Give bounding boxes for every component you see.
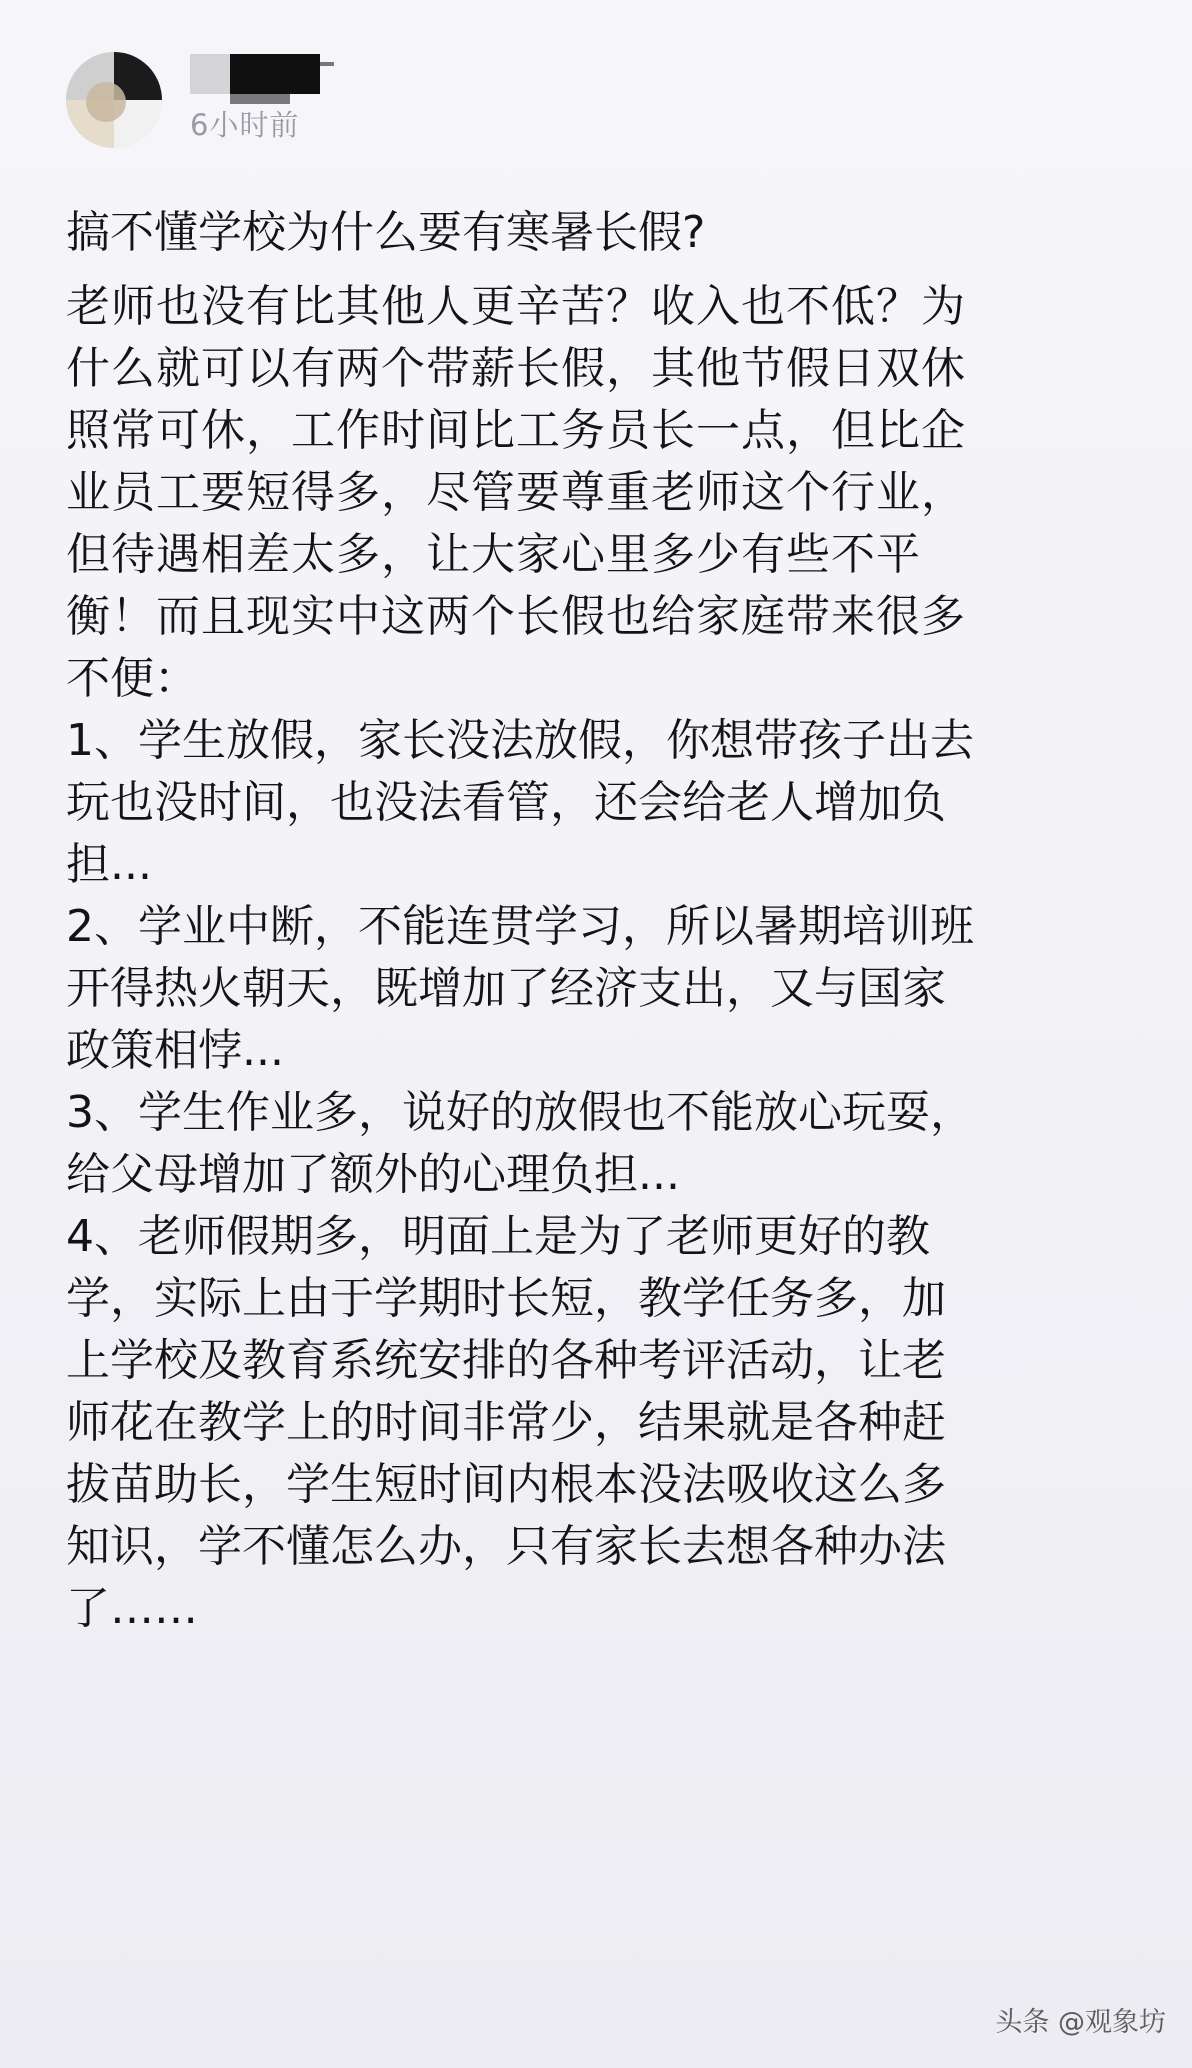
post-text-line: 玩也没时间，也没法看管，还会给老人增加负 [66,777,946,828]
post-text-line: 担... [66,839,152,890]
post-text-line: 1、学生放假，家长没法放假，你想带孩子出去 [66,715,974,766]
post-timestamp: 6小时前 [190,108,300,142]
post-text-line: 2、学业中断，不能连贯学习，所以暑期培训班 [66,901,974,952]
post-text-line: 4、老师假期多，明面上是为了老师更好的教 [66,1211,930,1262]
username-redacted[interactable] [190,54,338,102]
watermark: 头条 @观象坊 [995,2007,1166,2038]
post-text-line: 学，实际上由于学期时长短，教学任务多，加 [66,1273,946,1324]
post-text-line: 师花在教学上的时间非常少，结果就是各种赶 [66,1397,946,1448]
post-text-line: 政策相悖... [66,1025,284,1076]
post-text-line: 衡！而且现实中这两个长假也给家庭带来很多 [66,591,966,642]
post-text-line: 业员工要短得多，尽管要尊重老师这个行业， [66,467,966,518]
post-text-line: 开得热火朝天，既增加了经济支出，又与国家 [66,963,946,1014]
post-text-line: 搞不懂学校为什么要有寒暑长假? [66,207,706,258]
post-content [66,202,1126,1640]
post-text-line: 什么就可以有两个带薪长假，其他节假日双休 [66,343,966,394]
post-text-line: 但待遇相差太多，让大家心里多少有些不平 [66,529,921,580]
post-text-line: 了…… [66,1583,198,1634]
post-header [66,50,466,150]
post-text-line: 给父母增加了额外的心理负担... [66,1149,680,1200]
post-text-line: 知识，学不懂怎么办，只有家长去想各种办法 [66,1521,946,1572]
post-text-line: 3、学生作业多，说好的放假也不能放心玩耍， [66,1087,974,1138]
post-text-line: 老师也没有比其他人更辛苦？收入也不低？为 [66,281,966,332]
post-text-line: 照常可休，工作时间比工务员长一点，但比企 [66,405,966,456]
post-text-line: 不便： [66,653,198,704]
post-text-line: 上学校及教育系统安排的各种考评活动，让老 [66,1335,946,1386]
post-text-line: 拔苗助长，学生短时间内根本没法吸收这么多 [66,1459,946,1510]
avatar[interactable] [66,52,162,148]
